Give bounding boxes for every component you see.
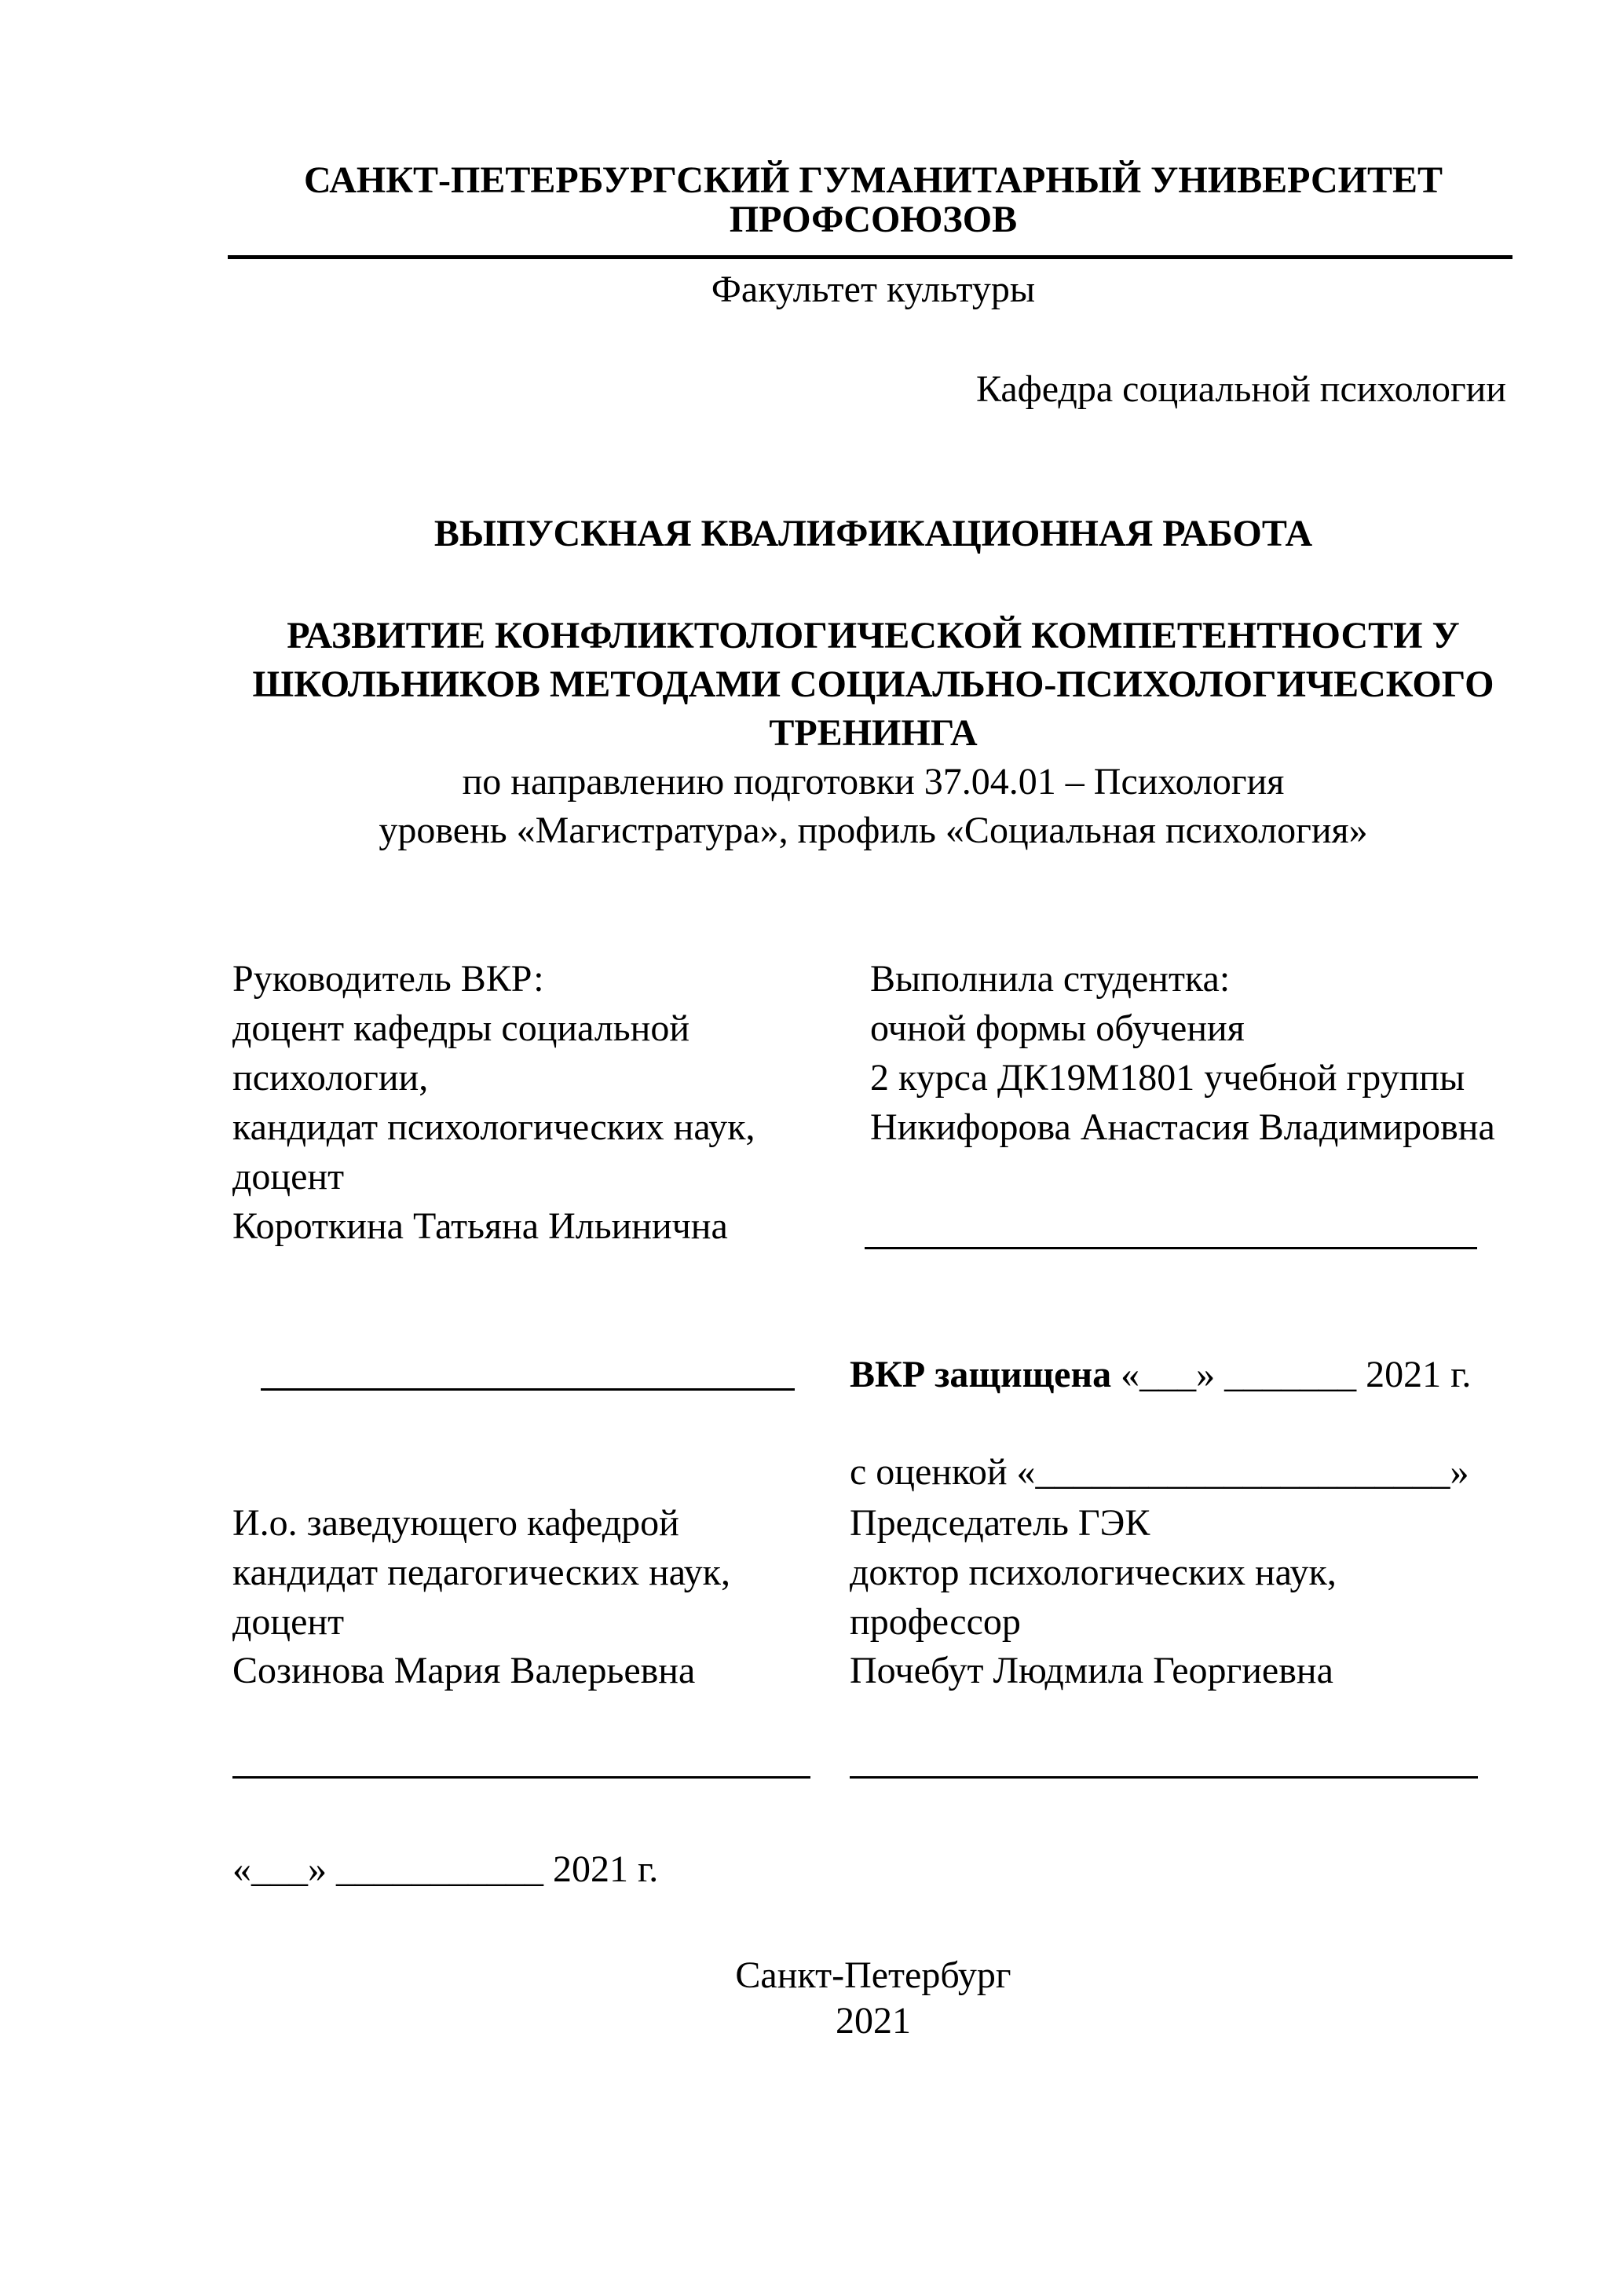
student-name: Никифорова Анастасия Владимировна — [870, 1106, 1495, 1148]
supervisor-position-cont: психологии, — [232, 1057, 429, 1099]
supervisor-signature-line[interactable] — [261, 1388, 795, 1391]
defense-grade-field[interactable]: с оценкой «______________________» — [850, 1451, 1469, 1493]
thesis-title-line3: ТРЕНИНГА — [769, 712, 978, 754]
year: 2021 — [836, 2000, 911, 2042]
commission-chair-name: Почебут Людмила Георгиевна — [850, 1650, 1333, 1691]
work-type: ВЫПУСКНАЯ КВАЛИФИКАЦИОННАЯ РАБОТА — [433, 513, 1313, 554]
approval-date-field[interactable]: «___» ___________ 2021 г. — [232, 1848, 659, 1890]
defense-label: ВКР защищена — [850, 1354, 1112, 1395]
university-name-line2: ПРОФСОЮЗОВ — [729, 199, 1018, 240]
commission-chair-degree: доктор психологических наук, — [850, 1552, 1337, 1593]
commission-chair-title: профессор — [850, 1601, 1021, 1643]
faculty-name: Факультет культуры — [711, 269, 1036, 310]
commission-chair-label: Председатель ГЭК — [850, 1502, 1150, 1544]
student-study-form: очной формы обучения — [870, 1007, 1245, 1049]
supervisor-position: доцент кафедры социальной — [232, 1007, 690, 1049]
head-of-department-degree: кандидат педагогических наук, — [232, 1552, 730, 1593]
study-level-profile: уровень «Магистратура», профиль «Социальная психология» — [379, 810, 1368, 851]
department-name: Кафедра социальной психологии — [975, 368, 1506, 410]
defense-status — [850, 1356, 1471, 1394]
head-of-department-label: И.о. заведующего кафедрой — [232, 1502, 679, 1544]
student-label: Выполнила студентка: — [870, 958, 1231, 1000]
university-name-line1: САНКТ-ПЕТЕРБУРГСКИЙ ГУМАНИТАРНЫЙ УНИВЕРСИТЕТ — [303, 159, 1443, 201]
defense-date-field[interactable]: «___» _______ 2021 г. — [1121, 1354, 1472, 1395]
head-of-department-name: Созинова Мария Валерьевна — [232, 1650, 696, 1691]
study-direction: по направлению подготовки 37.04.01 – Психология — [462, 761, 1285, 803]
thesis-title-line2: ШКОЛЬНИКОВ МЕТОДАМИ СОЦИАЛЬНО-ПСИХОЛОГИЧЕСКОГО — [252, 664, 1494, 705]
supervisor-degree: кандидат психологических наук, — [232, 1106, 755, 1148]
head-of-department-title: доцент — [232, 1601, 345, 1643]
head-of-department-signature-line[interactable] — [232, 1776, 810, 1779]
student-group: 2 курса ДК19М1801 учебной группы — [870, 1057, 1465, 1099]
student-signature-line[interactable] — [865, 1247, 1477, 1249]
header-rule — [228, 255, 1512, 259]
supervisor-label: Руководитель ВКР: — [232, 958, 544, 1000]
city: Санкт-Петербург — [735, 1954, 1011, 1996]
commission-chair-signature-line[interactable] — [850, 1776, 1478, 1779]
thesis-title-line1: РАЗВИТИЕ КОНФЛИКТОЛОГИЧЕСКОЙ КОМПЕТЕНТНОСТИ У — [287, 615, 1460, 656]
supervisor-name: Короткина Татьяна Ильинична — [232, 1205, 728, 1247]
supervisor-title: доцент — [232, 1156, 345, 1197]
